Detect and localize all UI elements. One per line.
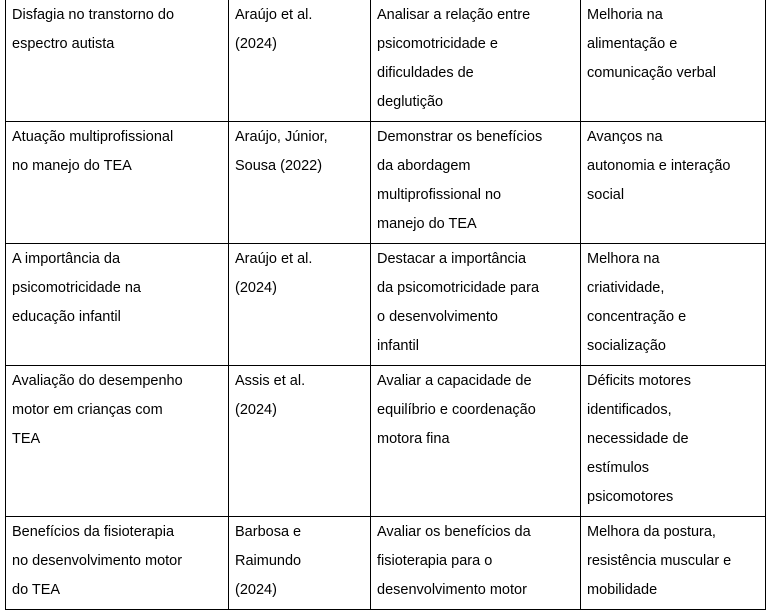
study-results-cell <box>581 244 766 366</box>
study-results: Melhora da postura, resistência muscular e mobilidade <box>587 524 732 598</box>
table-row <box>6 0 766 122</box>
study-title-cell <box>6 517 229 610</box>
study-authors: Araújo et al. (2024) <box>235 251 313 296</box>
study-results-cell <box>581 122 766 244</box>
study-results: Avanços na autonomia e interação social <box>587 129 731 203</box>
study-authors: Assis et al. (2024) <box>235 373 306 418</box>
study-title: Atuação multiprofissional no manejo do TEA <box>12 129 174 174</box>
study-authors-cell <box>229 517 371 610</box>
study-objective-cell <box>371 244 581 366</box>
study-objective: Avaliar a capacidade de equilíbrio e coordenação motora fina <box>377 373 536 447</box>
table-row <box>6 244 766 366</box>
study-results-cell <box>581 0 766 122</box>
study-objective: Analisar a relação entre psicomotricidade e dificuldades de deglutição <box>377 7 531 110</box>
study-authors-cell <box>229 0 371 122</box>
study-results-cell <box>581 366 766 517</box>
studies-table <box>5 0 766 610</box>
study-authors: Araújo, Júnior, Sousa (2022) <box>235 129 328 174</box>
study-authors: Araújo et al. (2024) <box>235 7 313 52</box>
study-title-cell <box>6 366 229 517</box>
study-authors: Barbosa e Raimundo (2024) <box>235 524 302 598</box>
table-row <box>6 366 766 517</box>
study-results: Déficits motores identificados, necessidade de estímulos psicomotores <box>587 373 691 505</box>
study-title-cell <box>6 0 229 122</box>
study-objective: Destacar a importância da psicomotricidade para o desenvolvimento infantil <box>377 251 540 354</box>
study-objective: Demonstrar os benefícios da abordagem multiprofissional no manejo do TEA <box>377 129 543 232</box>
study-results: Melhora na criatividade, concentração e socialização <box>587 251 687 354</box>
study-objective-cell <box>371 517 581 610</box>
study-title: A importância da psicomotricidade na educação infantil <box>12 251 141 325</box>
study-title: Disfagia no transtorno do espectro autista <box>12 7 175 52</box>
table-row <box>6 517 766 610</box>
study-title-cell <box>6 244 229 366</box>
study-authors-cell <box>229 366 371 517</box>
study-objective-cell <box>371 122 581 244</box>
study-title: Avaliação do desempenho motor em crianças com TEA <box>12 373 183 447</box>
study-authors-cell <box>229 244 371 366</box>
table-row <box>6 122 766 244</box>
study-results-cell <box>581 517 766 610</box>
study-title-cell <box>6 122 229 244</box>
study-authors-cell <box>229 122 371 244</box>
study-objective: Avaliar os benefícios da fisioterapia para o desenvolvimento motor <box>377 524 531 598</box>
study-results: Melhoria na alimentação e comunicação verbal <box>587 7 716 81</box>
study-objective-cell <box>371 0 581 122</box>
study-objective-cell <box>371 366 581 517</box>
study-title: Benefícios da fisioterapia no desenvolvimento motor do TEA <box>12 524 183 598</box>
